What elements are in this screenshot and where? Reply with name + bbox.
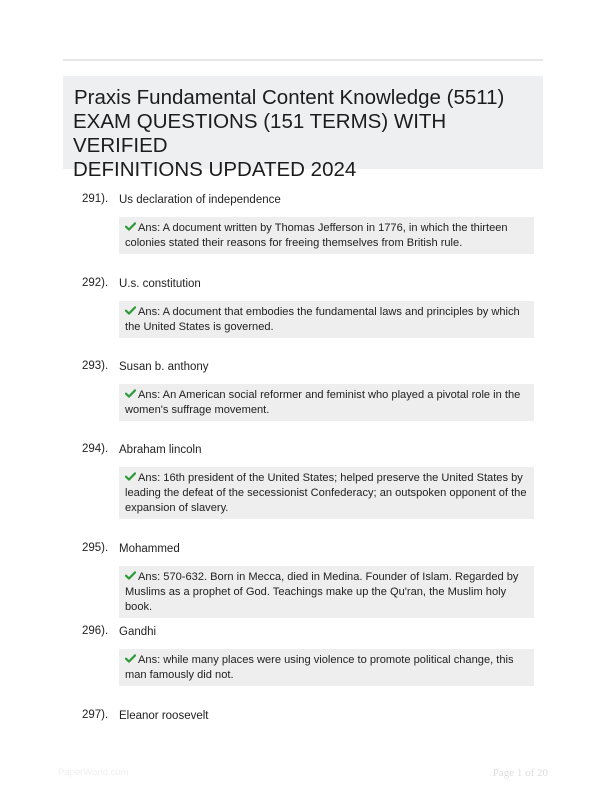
answer-text: Ans: A document that embodies the fundamental laws and principles by which the United States is governed.: [125, 306, 520, 333]
question-number: 292).: [82, 277, 109, 289]
question-term: Eleanor roosevelt: [119, 710, 209, 722]
answer-box: [119, 649, 534, 686]
answer-box: [119, 384, 534, 421]
check-icon: [125, 571, 136, 580]
question-number: 291).: [82, 193, 109, 205]
question-number: 294).: [82, 443, 109, 455]
answer-text: Ans: 16th president of the United States; helped preserve the United States by leading the defeat of the secessionist Confederacy; an outspoken opponent of the expansion of slavery.: [125, 472, 527, 514]
question-term: Susan b. anthony: [119, 361, 209, 373]
title-line-3: DEFINITIONS UPDATED 2024: [73, 158, 357, 181]
question-number: 296).: [82, 625, 109, 637]
question-number: 293).: [82, 360, 109, 372]
title-box: [63, 76, 543, 181]
answer-box: [119, 467, 534, 519]
title-line-2: EXAM QUESTIONS (151 TERMS) WITH VERIFIED: [73, 110, 447, 157]
title-line-1: Praxis Fundamental Content Knowledge (5511): [74, 86, 505, 109]
check-icon: [125, 654, 136, 663]
check-icon: [125, 472, 136, 481]
answer-text: Ans: A document written by Thomas Jefferson in 1776, in which the thirteen colonies stated their reasons for freeing themselves from British rule.: [125, 222, 508, 249]
question-term: Gandhi: [119, 626, 157, 638]
answer-box: [119, 301, 534, 338]
page-title: [73, 86, 535, 182]
question-term: Abraham lincoln: [119, 444, 202, 456]
check-icon: [125, 306, 136, 315]
answer-text: Ans: An American social reformer and feminist who played a pivotal role in the women's suffrage movement.: [125, 389, 521, 416]
question-term: Us declaration of independence: [119, 194, 281, 206]
answer-text: Ans: 570-632. Born in Mecca, died in Medina. Founder of Islam. Regarded by Muslims as a prophet of God. Teachings make up the Qu'ran, the Muslim holy book.: [125, 571, 519, 613]
page-number: Page 1 of 20: [492, 767, 548, 779]
answer-box: [119, 217, 534, 254]
answer-text: Ans: while many places were using violence to promote political change, this man famously did not.: [125, 654, 514, 681]
question-term: U.s. constitution: [119, 278, 201, 290]
question-number: 297).: [82, 709, 109, 721]
answer-box: [119, 566, 534, 618]
footer-watermark: PaperWorld.com: [58, 767, 129, 778]
question-number: 295).: [82, 542, 109, 554]
top-divider: [63, 59, 543, 61]
check-icon: [125, 389, 136, 398]
check-icon: [125, 222, 136, 231]
question-term: Mohammed: [119, 543, 180, 555]
